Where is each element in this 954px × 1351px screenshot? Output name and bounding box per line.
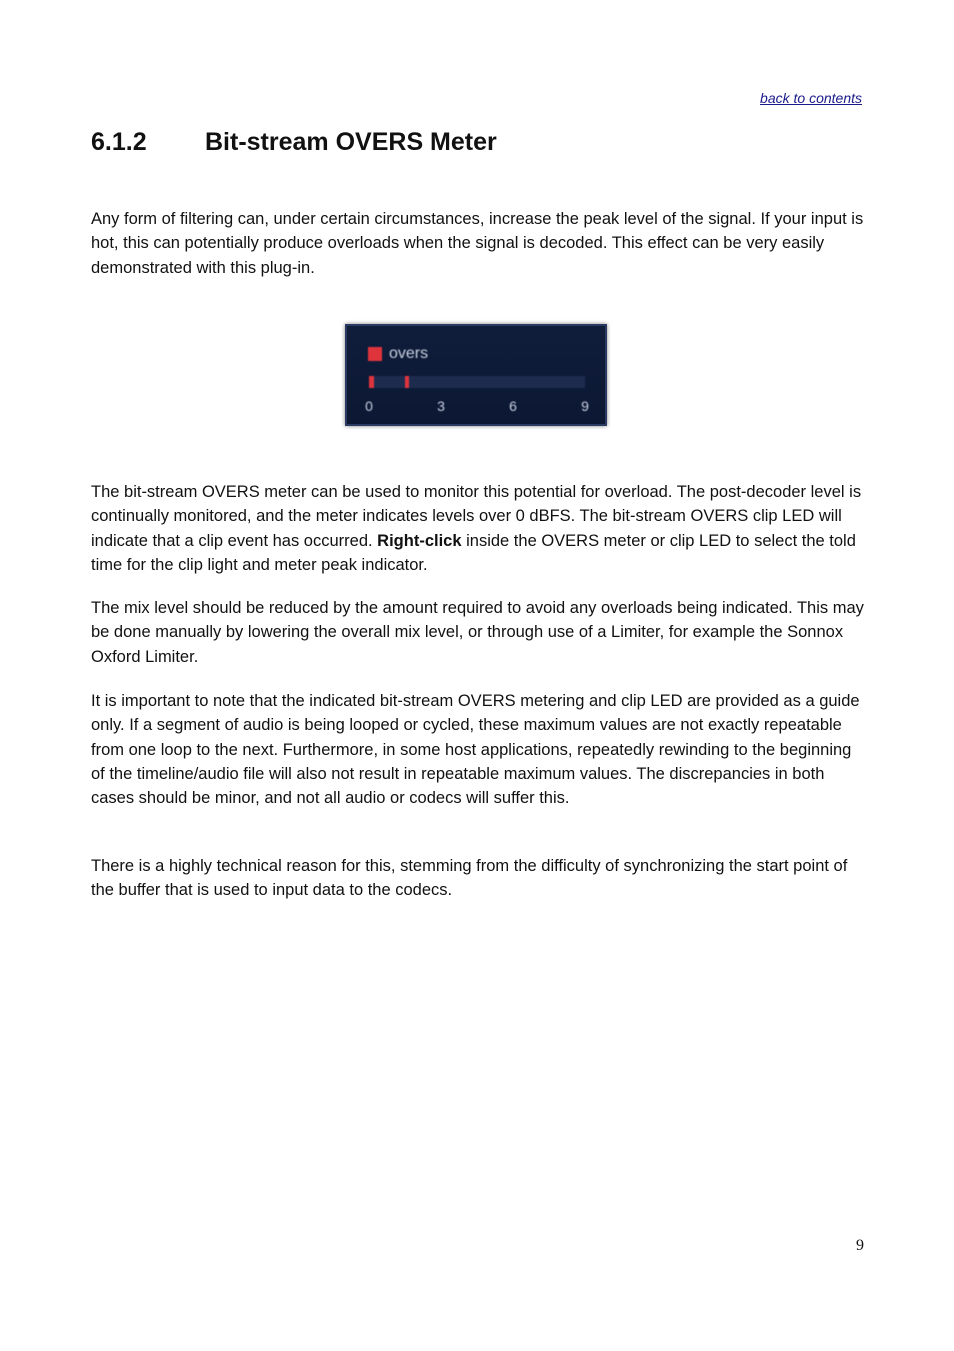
meter-bar-fill <box>369 376 374 388</box>
section-heading <box>91 128 497 157</box>
right-click-emphasis: Right-click <box>377 531 462 550</box>
meter-tick-label: 0 <box>365 398 373 414</box>
meter-bar-track <box>369 376 585 388</box>
clip-led <box>368 347 382 361</box>
meter-tick-label: 6 <box>509 398 517 414</box>
section-title: Bit-stream OVERS Meter <box>205 128 497 156</box>
meter-label: overs <box>389 345 429 362</box>
meter-tick-label: 9 <box>581 398 589 414</box>
paragraph-guide-note: It is important to note that the indicated bit-stream OVERS metering and clip LED are provided as a guide only. If a segment of audio is being looped or cycled, these maximum values are not exactly repeatable from one loop to the next. Furthermore, in some host applications, repeatedly rewinding to the beginning of the timeline/audio file will also not result in repeatable maximum values. The discrepancies in both cases should be minor, and not all audio or codecs will suffer this. <box>91 692 860 808</box>
overs-meter-image <box>345 324 607 426</box>
paragraph-intro: Any form of filtering can, under certain circumstances, increase the peak level of the signal. If your input is hot, this can potentially produce overloads when the signal is decoded. This effect can be very easily demonstrated with this plug-in. <box>91 210 864 277</box>
paragraph-technical-reason: There is a highly technical reason for this, stemming from the difficulty of synchronizing the start point of the buffer that is used to input data to the codecs. <box>91 857 848 900</box>
paragraph-overs-meter <box>91 480 866 577</box>
section-number: 6.1.2 <box>91 128 147 156</box>
meter-tick-label: 3 <box>437 398 445 414</box>
page-number: 9 <box>856 1237 864 1254</box>
paragraph-text: inside the OVERS meter or clip LED to select the told time for the clip light and meter peak indicator. <box>91 531 856 574</box>
back-to-contents-link[interactable]: back to contents <box>760 90 862 106</box>
paragraph-text: The bit-stream OVERS meter can be used to monitor this potential for overload. The post-decoder level is continually monitored, and the meter indicates levels over 0 dBFS. The bit-stream OVERS clip LED will indicate that a clip event has occurred. <box>91 483 862 550</box>
paragraph-mix-level: The mix level should be reduced by the amount required to avoid any overloads being indicated. This may be done manually by lowering the overall mix level, or through use of a Limiter, for example the Sonnox Oxford Limiter. <box>91 599 864 666</box>
meter-peak-indicator <box>405 376 409 388</box>
